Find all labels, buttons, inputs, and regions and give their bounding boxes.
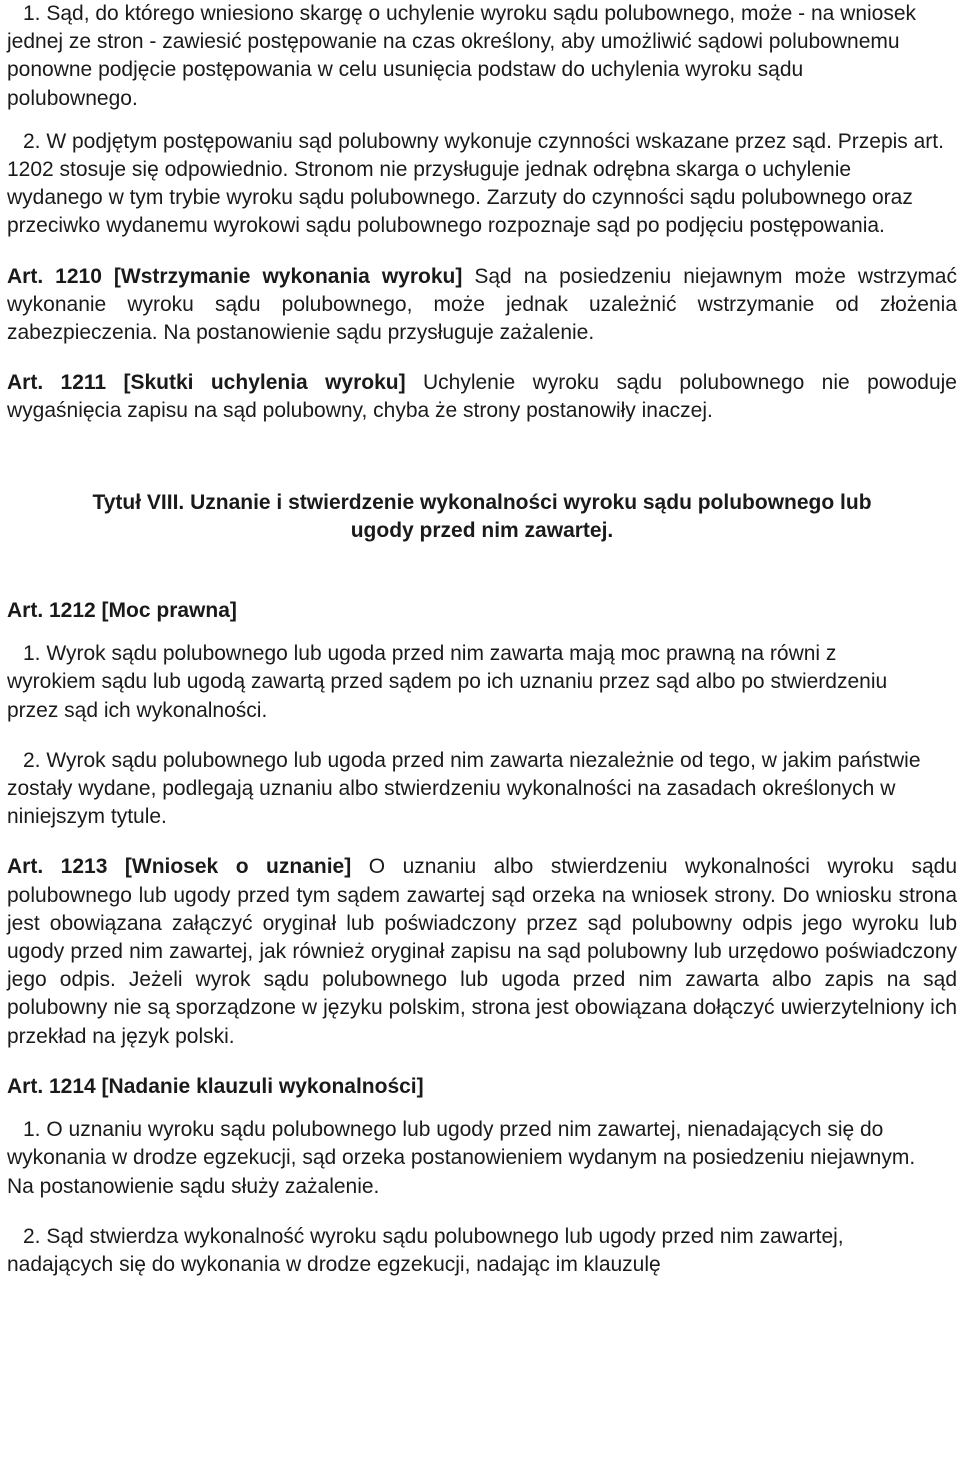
paragraph-text: 2. Sąd stwierdza wykonalność wyroku sądu polubownego lub ugody przed nim zawartej, nadających się do wykonania w drodze egzekucji, nadając im klauzulę [7,1224,844,1276]
article-1214-paragraph-1 [7,1116,917,1201]
article-body: O uznaniu albo stwierdzeniu wykonalności wyroku sądu polubownego lub ugody przed tym sądem zawartej sąd orzeka na wniosek strony. Do wniosku strona jest obowiązana załączyć oryginał lub poświadczony przez sąd polubowny odpis jego wyroku lub ugody przed nim zawartej, jak również oryginał zapisu na sąd polubowny lub urzędowo poświadczony jego odpis. Jeżeli wyrok sądu polubownego lub ugoda przed nim zawarta albo zapis na sąd polubowny nie są sporządzone w języku polskim, strona jest obowiązana dołączyć uwierzytelniony ich przekład na język polski. [7,855,958,1048]
article-1212-heading: Art. 1212 [Moc prawna] [7,599,237,623]
article-1214-paragraph-2 [7,1223,937,1279]
paragraph-text: 1. O uznaniu wyroku sądu polubownego lub ugody przed nim zawartej, nienadających się do wykonania w drodze egzekucji, sąd orzeka postanowieniem wydanym na posiedzeniu niejawnym. Na postanowienie sądu służy zażalenie. [7,1118,916,1198]
paragraph-suspension [7,0,937,113]
title-heading-line-1: Tytuł VIII. Uznanie i stwierdzenie wykonalności wyroku sądu polubownego lub [92,490,872,514]
article-1212-paragraph-2 [7,747,942,832]
paragraph-resumed-proceedings [7,128,952,241]
article-1213 [7,853,957,1050]
paragraph-text: 2. W podjętym postępowaniu sąd polubowny wykonuje czynności wskazane przez sąd. Przepis art. 1202 stosuje się odpowiednio. Stronom nie przysługuje jednak odrębna skarga o uchylenie wydanego w tym trybie wyroku sądu polubownego. Zarzuty do czynności sądu polubownego oraz przeciwko wydanemu wyrokowi sądu polubownego rozpoznaje sąd po podjęciu postępowania. [7,129,944,238]
article-1214-heading: Art. 1214 [Nadanie klauzuli wykonalności] [7,1074,424,1098]
paragraph-text: 2. Wyrok sądu polubownego lub ugoda przed nim zawarta niezależnie od tego, w jakim państwie zostały wydane, podlegają uznaniu albo stwierdzeniu wykonalności na zasadach określonych w niniejszym tytule. [7,748,921,829]
article-heading: Art. 1210 [Wstrzymanie wykonania wyroku] [7,264,463,288]
title-heading-line-2: ugody przed nim zawartej. [350,518,614,542]
article-heading: Art. 1211 [Skutki uchylenia wyroku] [7,371,406,395]
document-page [7,0,957,1279]
article-body: Sąd na posiedzeniu niejawnym może wstrzymać wykonanie wyroku sądu polubownego, może jednak uzależnić wstrzymanie od złożenia zabezpieczenia. Na postanowienie sądu przysługuje zażalenie. [7,264,957,345]
paragraph-text: 1. Sąd, do którego wniesiono skargę o uchylenie wyroku sądu polubownego, może - na wniosek jednej ze stron - zawiesić postępowanie na czas określony, aby umożliwić sądowi polubownemu ponowne podjęcie postępowania w celu usunięcia podstaw do uchylenia wyroku sądu polubownego. [7,2,917,110]
article-1212-paragraph-1 [7,640,927,725]
article-1211 [7,369,957,425]
paragraph-text: 1. Wyrok sądu polubownego lub ugoda przed nim zawarta mają moc prawną na równi z wyrokiem sądu lub ugodą zawartą przed sądem po ich uznaniu przez sąd albo po stwierdzeniu przez sąd ich wykonalności. [7,642,888,722]
article-heading: Art. 1213 [Wniosek o uznanie] [7,855,352,879]
article-body: Uchylenie wyroku sądu polubownego nie powoduje wygaśnięcia zapisu na sąd polubowny, chyba że strony postanowiły inaczej. [7,371,957,423]
article-1210 [7,263,957,348]
